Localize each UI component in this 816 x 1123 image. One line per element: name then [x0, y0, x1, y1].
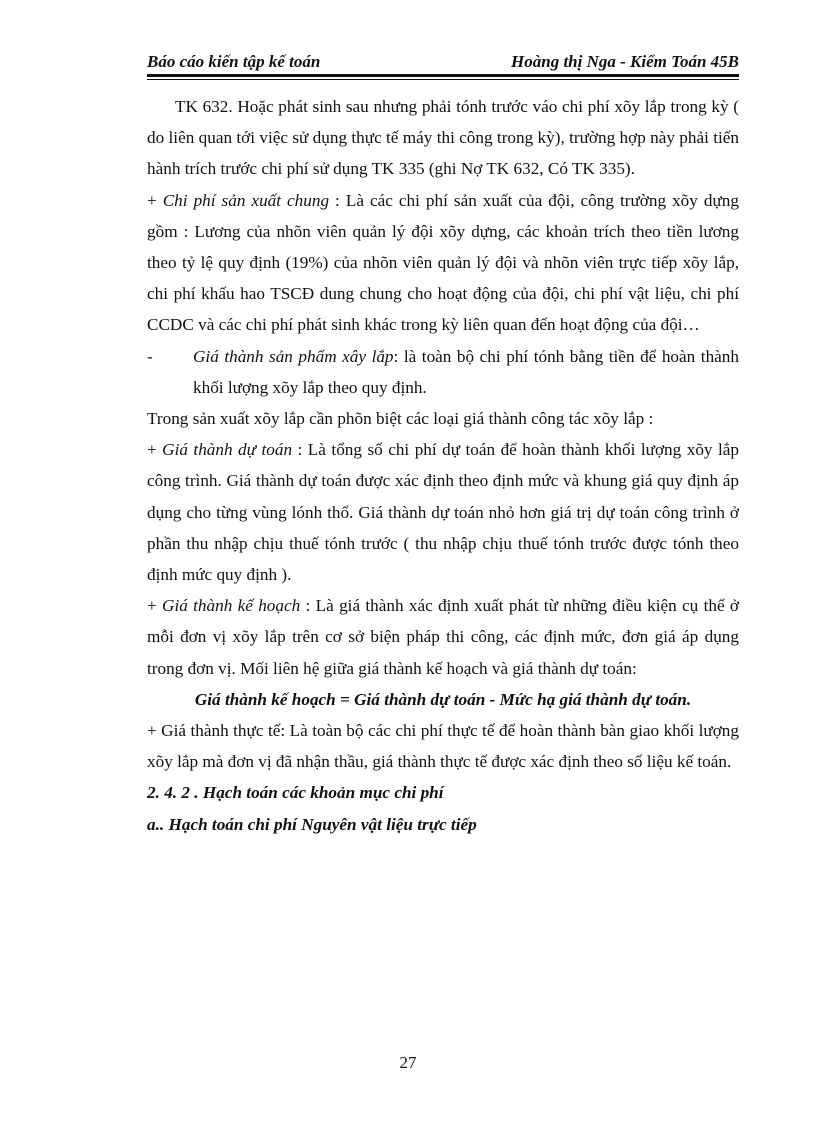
paragraph-6: + Giá thành kế hoạch : Là giá thành xác định xuất phát từ những điều kiện cụ thể ở mỗi đơn vị xõy lắp trên cơ sở biện pháp thi công, các định mức, đơn giá áp dụng trong đơn vị. Mối liên hệ giữa giá thành kế hoạch và giá thành dự toán: — [147, 596, 739, 678]
paragraph-2: + Chi phí sản xuất chung : Là các chi phí sản xuất của đội, công trường xõy dựng gồm : Lương của nhõn viên quản lý đội xõy dựng, các khoản trích theo tiền lương theo tỷ lệ quy định (19%) của nhõn viên quản lý đội và nhõn viên trực tiếp xõy lắp, chi phí khấu hao TSCĐ dung chung cho hoạt động của đội, chi phí vật liệu, chi phí CCDC và các chi phí phát sinh khác trong kỳ liên quan đến hoạt động của đội… — [147, 190, 739, 335]
subsection-heading: a.. Hạch toán chi phí Nguyên vật liệu trực tiếp — [147, 814, 477, 834]
paragraph-7: + Giá thành thực tế: Là toàn bộ các chi phí thực tế để hoàn thành bàn giao khối lượng xõy lắp mà đơn vị đã nhận thầu, giá thành thực tế được xác định theo số liệu kế toán. — [147, 721, 739, 772]
page-number: 27 — [399, 1053, 417, 1072]
document-body — [147, 91, 739, 840]
header-rule-thick — [147, 74, 739, 77]
section-heading: 2. 4. 2 . Hạch toán các khoản mục chi phí — [147, 783, 444, 803]
header-rule-thin — [147, 79, 739, 80]
formula: Giá thành kế hoạch = Giá thành dự toán - Mức hạ giá thành dự toán. — [194, 689, 692, 709]
paragraph-5: + Giá thành dự toán : Là tổng số chi phí dự toán để hoàn thành khối lượng xõy lắp công trình. Giá thành dự toán được xác định theo định mức và khung giá quy định áp dụng cho từng vùng lónh thổ. Giá thành dự toán nhỏ hơn giá trị dự toán công trình ở phần thu nhập chịu thuế tónh trước ( thu nhập chịu thuế tónh trước được tónh theo định mức quy định ). — [147, 440, 739, 585]
term-chi-phi-san-xuat-chung: Chi phí sản xuất chung — [162, 190, 330, 210]
header-left: Báo cáo kiến tập kế toán — [147, 52, 321, 71]
dash-bullet: - — [147, 346, 153, 366]
term-gia-thanh-du-toan: Giá thành dự toán — [162, 440, 293, 460]
paragraph-1: TK 632. Hoặc phát sinh sau nhưng phải tónh trước váo chi phí xõy lắp trong kỳ ( do liên quan tới việc sử dụng thực tế máy thi công trong kỳ), trường hợp này phải tiến hành trích trước chi phí sử dụng TK 335 (ghi Nợ TK 632, Có TK 335). — [147, 97, 739, 179]
header-right: Hoàng thị Nga - Kiểm Toán 45B — [511, 52, 739, 71]
page-header — [147, 48, 739, 72]
paragraph-4: Trong sản xuất xõy lắp cần phõn biệt các loại giá thành công tác xõy lắp : — [147, 409, 654, 429]
term-gia-thanh-san-pham: Giá thành sản phẩm xây lắp — [193, 346, 394, 366]
paragraph-3: - Giá thành sản phẩm xây lắp: là toàn bộ chi phí tónh bằng tiền để hoàn thành khối lượng xõy lắp theo quy định. — [147, 341, 739, 403]
term-gia-thanh-ke-hoach: Giá thành kế hoạch — [162, 596, 301, 616]
